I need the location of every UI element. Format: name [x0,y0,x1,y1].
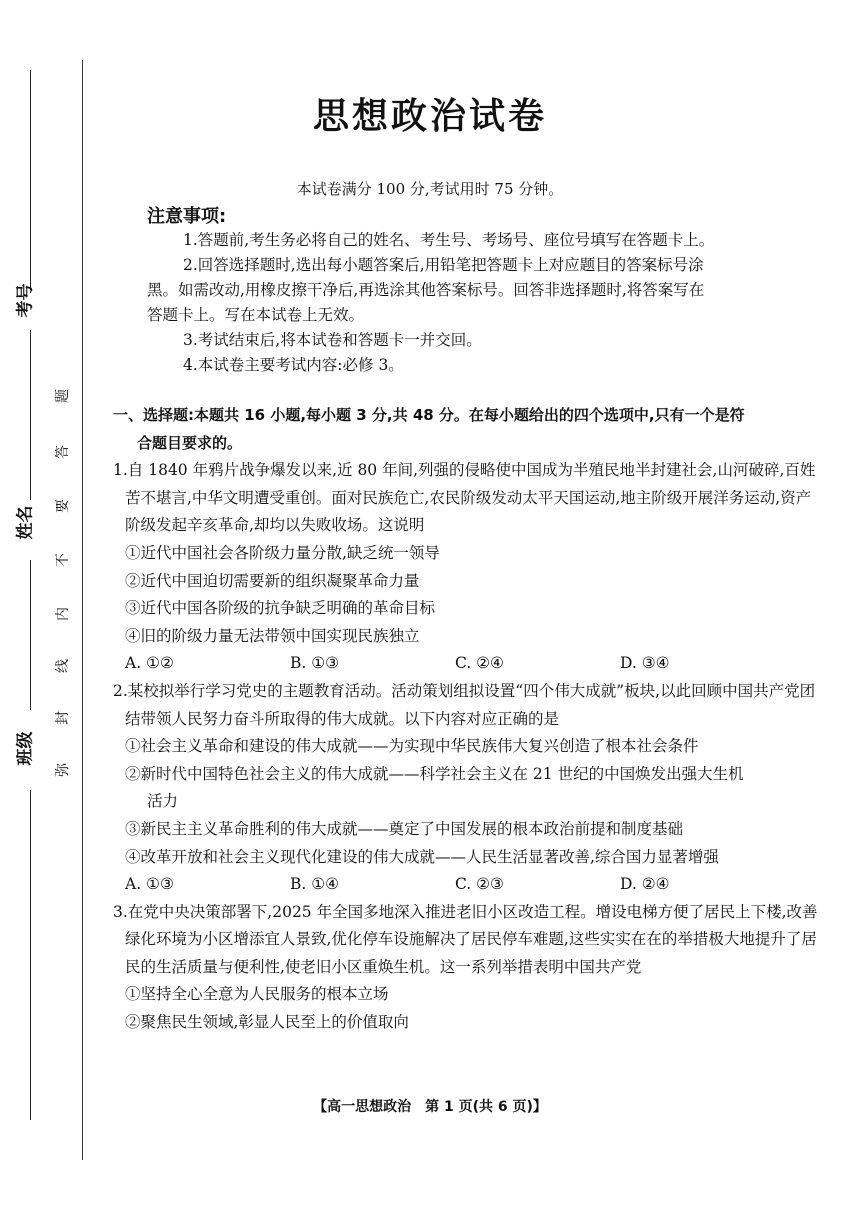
class-underline-lower [30,790,31,1120]
binding-line [82,60,83,1160]
name-label: 姓名 [15,505,36,540]
question-stem: 1.自 1840 年鸦片战争爆发以来,近 80 年间,列强的侵略使中国成为半殖民地半封建社会,山河破碎,百姓苦不堪言,中华文明遭受重创。面对民族危亡,农民阶级发动太平天国运动,地主阶级开展洋务运动,资产阶级发起辛亥革命,却均以失败收场。这说明 [113,461,816,535]
statement: ②近代中国迫切需要新的组织凝聚革命力量 [125,571,420,590]
section-heading: 一、选择题:本题共 16 小题,每小题 3 分,共 48 分。在每小题给出的四个选项中,只有一个是符 [113,406,745,424]
class-underline [30,560,31,710]
page-title: 思想政治试卷 [312,96,547,137]
choice-c: C. ②③ [455,875,504,894]
choice-c: C. ②④ [455,654,504,673]
choice-b: B. ①③ [290,654,340,673]
statement: ①社会主义革命和建设的伟大成就——为实现中华民族伟大复兴创造了根本社会条件 [125,737,699,756]
section-heading-cont: 合题目要求的。 [137,433,243,452]
choice-d: D. ③④ [620,654,670,673]
exam-no-label: 考号 [15,283,36,318]
notice-item: 4.本试卷主要考试内容:必修 3。 [183,356,404,374]
notice-item: 2.回答选择题时,选出每小题答案后,用铅笔把答题卡上对应题目的答案标号涂 [183,256,704,274]
answer-choices [113,650,818,678]
statement: ①近代中国社会各阶级力量分散,缺乏统一领导 [125,543,440,562]
notice-item: 3.考试结束后,将本试卷和答题卡一并交回。 [183,331,482,349]
page-footer: 【高一思想政治 第 1 页(共 6 页)】 [313,1099,547,1115]
statement-cont: 活力 [147,792,179,811]
statement: ④改革开放和社会主义现代化建设的伟大成就——人民生活显著改善,综合国力显著增强 [125,847,719,866]
notice-block [147,228,797,378]
answer-choices [113,871,818,899]
seal-char: 题 [55,389,71,403]
choice-d: D. ②④ [620,875,670,894]
statement: ③近代中国各阶级的抗争缺乏明确的革命目标 [125,599,436,618]
seal-char: 封 [55,711,71,725]
seal-char: 答 [55,445,71,459]
statement: ②聚焦民生领域,彰显人民至上的价值取向 [125,1013,409,1032]
exam-info: 本试卷满分 100 分,考试用时 75 分钟。 [296,180,564,198]
notice-item-cont: 黑。如需改动,用橡皮擦干净后,再选涂其他答案标号。回答非选择题时,将答案写在 [147,281,705,299]
name-underline [30,330,31,500]
class-label: 班级 [15,731,36,766]
seal-char: 线 [55,659,71,673]
question-stem: 3.在党中央决策部署下,2025 年全国多地深入推进老旧小区改造工程。增设电梯方便了居民上下楼,改善绿化环境为小区增添宜人景致,优化停车设施解决了居民停车难题,这些实实在在的举措极大地提升了居民的生活质量与便利性,使老旧小区重焕生机。这一系列举措表明中国共产党 [113,902,818,976]
seal-char: 要 [55,499,71,513]
seal-char: 弥 [55,763,71,777]
statement: ①坚持全心全意为人民服务的根本立场 [125,985,389,1004]
choice-b: B. ①④ [290,875,340,894]
question-body [113,402,818,1037]
notice-heading: 注意事项: [147,206,227,227]
question-stem: 2.某校拟举行学习党史的主题教育活动。活动策划组拟设置“四个伟大成就”板块,以此回顾中国共产党团结带领人民努力奋斗所取得的伟大成就。以下内容对应正确的是 [113,681,816,728]
notice-item-cont: 答题卡上。写在本试卷上无效。 [147,306,365,324]
statement: ③新民主主义革命胜利的伟大成就——奠定了中国发展的根本政治前提和制度基础 [125,819,684,838]
seal-char: 内 [55,607,71,621]
choice-a: A. ①② [125,654,174,673]
statement: ④旧的阶级力量无法带领中国实现民族独立 [125,626,420,645]
choice-a: A. ①③ [125,875,174,894]
statement: ②新时代中国特色社会主义的伟大成就——科学社会主义在 21 世纪的中国焕发出强大生机 [125,764,744,783]
seal-char: 不 [55,553,71,567]
notice-item: 1.答题前,考生务必将自己的姓名、考生号、考场号、座位号填写在答题卡上。 [183,231,715,249]
